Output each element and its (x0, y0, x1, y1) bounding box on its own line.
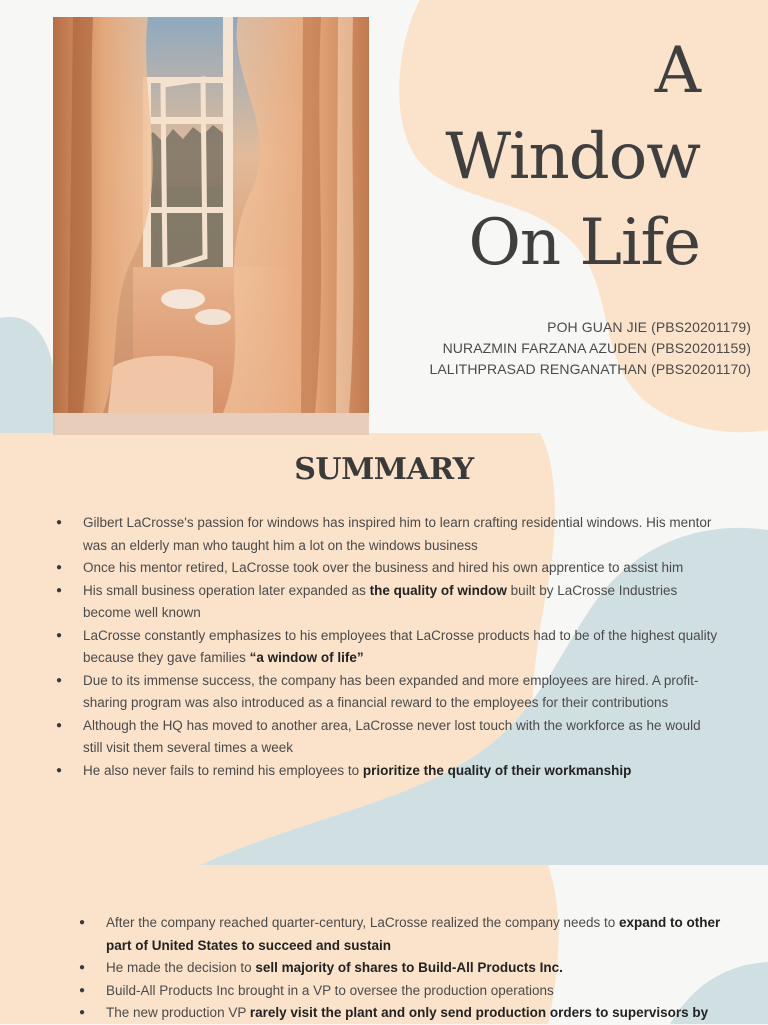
list-item: ● Gilbert LaCrosse's passion for windows has inspired him to learn crafting residential windows. His mentor was an elderly man who taught him a lot on the windows business (83, 512, 719, 557)
title-line-3: On Life (468, 206, 700, 280)
list-item: ● Due to its immense success, the company has been expanded and more employees are hired. A profit-sharing program was also introduced as a financial reward to the employees for their contributions (83, 670, 719, 715)
photo-bottom-strip (53, 413, 369, 435)
author-2: NURAZMIN FARZANA AZUDEN (PBS20201159) (442, 340, 751, 356)
page-title (445, 28, 700, 286)
summary-heading: SUMMARY (294, 452, 474, 487)
list-item: ● Once his mentor retired, LaCrosse took over the business and hired his own apprentice to assist him (83, 557, 719, 580)
list-item: ● After the company reached quarter-century, LaCrosse realized the company needs to expand to other part of United States to succeed and sustain (106, 912, 722, 957)
author-3: LALITHPRASAD RENGANATHAN (PBS20201170) (429, 361, 751, 377)
list-item: ● His small business operation later expanded as the quality of window built by LaCrosse Industries become well known (83, 580, 719, 625)
title-line-1: A (654, 34, 700, 108)
author-1: POH GUAN JIE (PBS20201179) (547, 319, 751, 335)
blue-blob-left (0, 317, 55, 440)
list-item: ● Although the HQ has moved to another area, LaCrosse never lost touch with the workforce as he would still visit them several times a week (83, 715, 719, 760)
list-item: ● He also never fails to remind his employees to prioritize the quality of their workmanship (83, 760, 719, 783)
author-list (429, 317, 751, 380)
summary-bullet-list (83, 512, 719, 782)
list-item: ● Build-All Products Inc brought in a VP to oversee the production operations (106, 980, 722, 1003)
list-item: ● The new production VP rarely visit the plant and only send production orders to supervisors by (106, 1002, 722, 1025)
continued-bullet-list (106, 912, 722, 1025)
window-curtain-photo (53, 17, 369, 413)
title-line-2: Window (445, 120, 700, 194)
list-item: ● LaCrosse constantly emphasizes to his employees that LaCrosse products had to be of the highest quality because they gave families “a window of life” (83, 625, 719, 670)
list-item: ● He made the decision to sell majority of shares to Build-All Products Inc. (106, 957, 722, 980)
